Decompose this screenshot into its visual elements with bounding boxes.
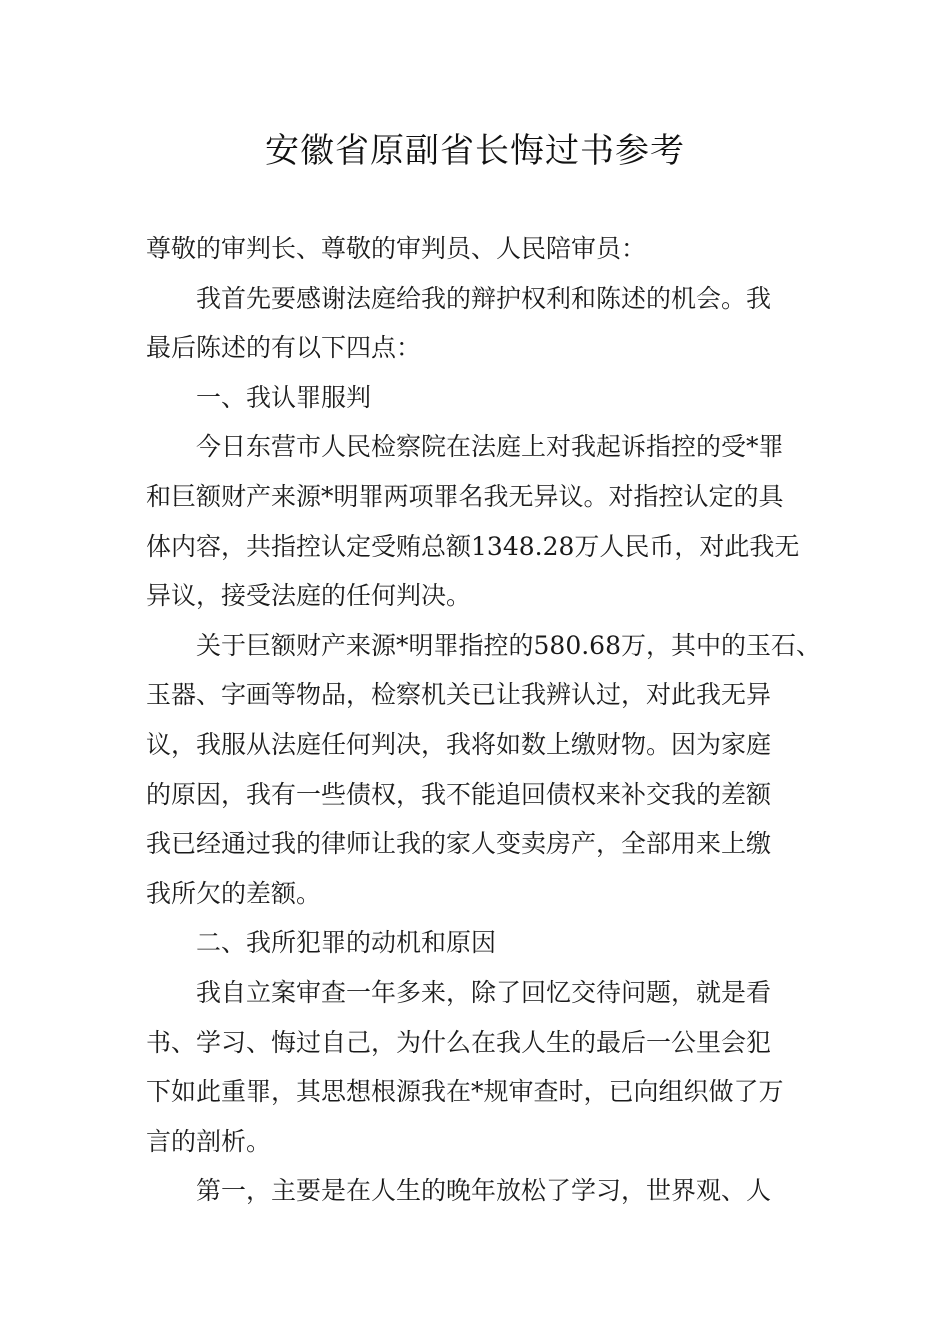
body-line: 我自立案审查一年多来，除了回忆交待问题，就是看 xyxy=(196,977,772,1007)
body-line: 书、学习、悔过自己，为什么在我人生的最后一公里会犯 xyxy=(146,1027,772,1057)
body-line: 下如此重罪，其思想根源我在*规审查时，已向组织做了万 xyxy=(146,1077,784,1107)
body-line: 我已经通过我的律师让我的家人变卖房产，全部用来上缴 xyxy=(146,829,772,859)
body-line: 第一，主要是在人生的晚年放松了学习，世界观、人 xyxy=(196,1176,772,1206)
body-line: 今日东营市人民检察院在法庭上对我起诉指控的受*罪 xyxy=(196,432,784,462)
body-line: 我所欠的差额。 xyxy=(146,878,322,908)
body-line: 异议，接受法庭的任何判决。 xyxy=(146,581,472,611)
body-line: 言的剖析。 xyxy=(146,1126,272,1156)
body-line: 体内容，共指控认定受贿总额1348.28万人民币，对此我无 xyxy=(146,531,800,561)
document-title: 安徽省原副省长悔过书参考 xyxy=(265,131,685,171)
body-line: 关于巨额财产来源*明罪指控的580.68万，其中的玉石、 xyxy=(196,630,821,660)
body-line: 一、我认罪服判 xyxy=(196,382,372,412)
body-line: 议，我服从法庭任何判决，我将如数上缴财物。因为家庭 xyxy=(146,729,772,759)
body-line: 玉器、字画等物品，检察机关已让我辨认过，对此我无异 xyxy=(146,680,772,710)
body-line: 和巨额财产来源*明罪两项罪名我无异议。对指控认定的具 xyxy=(146,481,784,511)
document-body xyxy=(146,224,821,1216)
body-line: 二、我所犯罪的动机和原因 xyxy=(196,928,497,958)
body-line: 的原因，我有一些债权，我不能追回债权来补交我的差额 xyxy=(146,779,772,809)
body-line: 尊敬的审判长、尊敬的审判员、人民陪审员： xyxy=(146,234,647,263)
body-line: 最后陈述的有以下四点： xyxy=(146,333,422,363)
body-line: 我首先要感谢法庭给我的辩护权利和陈述的机会。我 xyxy=(196,283,772,313)
